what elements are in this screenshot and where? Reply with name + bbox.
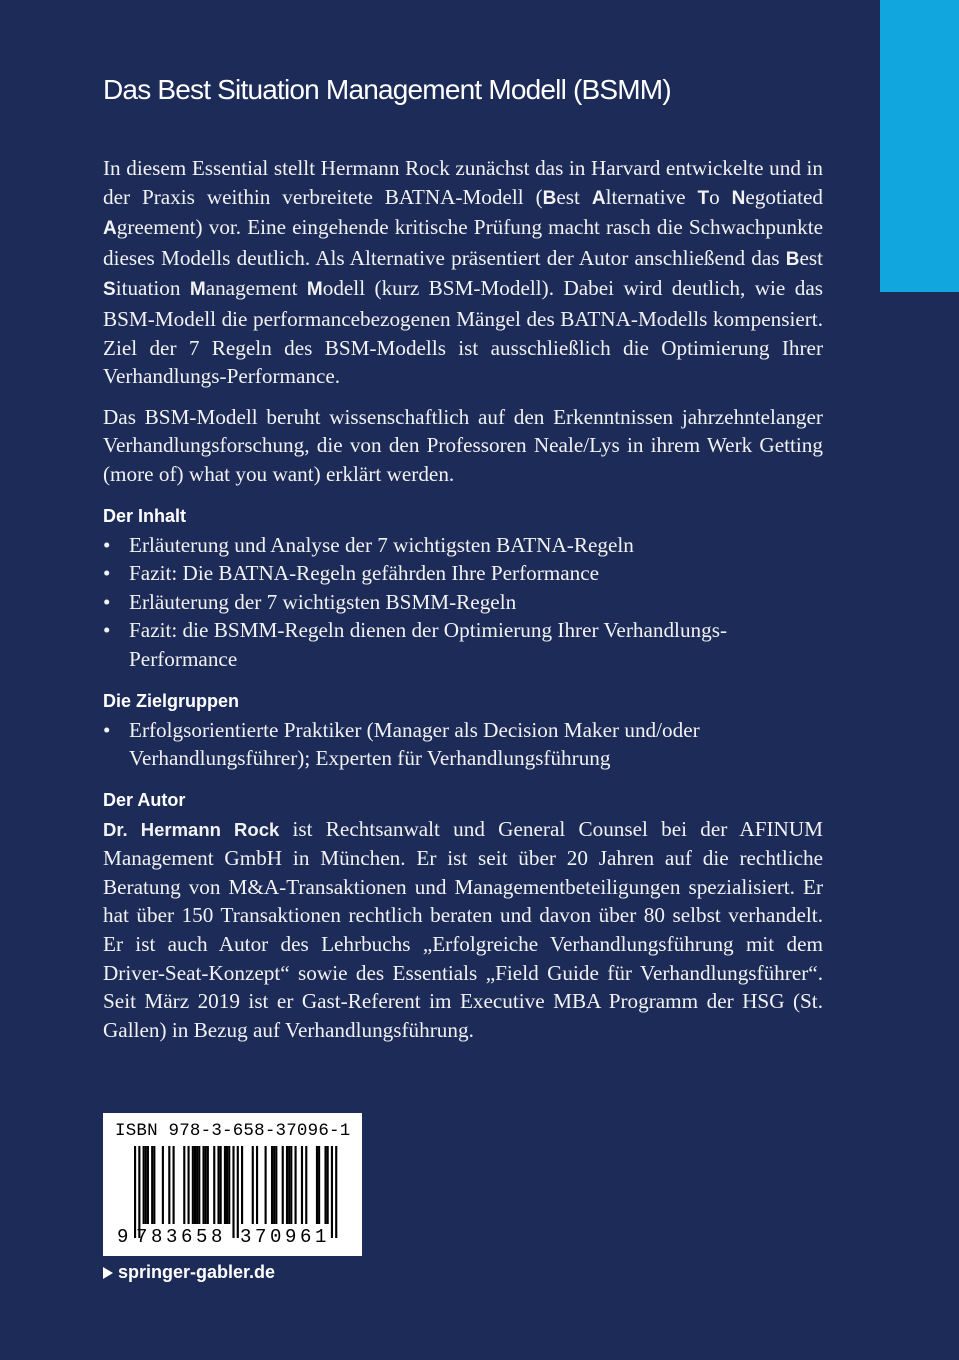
barcode-bar xyxy=(301,1146,303,1224)
barcode-bar xyxy=(196,1146,198,1224)
barcode-bar xyxy=(275,1146,277,1224)
ean-left-digits: 783658 xyxy=(136,1226,227,1248)
page-title: Das Best Situation Management Modell (BSMM) xyxy=(103,74,671,105)
barcode-bar xyxy=(198,1146,200,1224)
barcode-bar xyxy=(256,1146,258,1224)
barcode-bar xyxy=(151,1146,153,1224)
barcode-bar xyxy=(220,1146,222,1224)
section-heading-zielgruppen: Die Zielgruppen xyxy=(103,690,240,711)
barcode-bar xyxy=(153,1146,155,1224)
barcode-bar xyxy=(224,1146,226,1224)
barcode-bar xyxy=(282,1146,284,1224)
bullet-icon: • xyxy=(103,589,111,614)
barcode-guard-bar xyxy=(237,1146,239,1238)
barcode-bar xyxy=(207,1146,209,1224)
barcode-bar xyxy=(265,1146,267,1224)
barcode-bar xyxy=(241,1146,243,1224)
barcode-bar xyxy=(162,1146,164,1224)
barcode-bar xyxy=(217,1146,219,1224)
barcode-bar xyxy=(252,1146,254,1224)
barcode-bar xyxy=(316,1146,318,1224)
bullet-icon: • xyxy=(103,717,111,742)
website-text: springer-gabler.de xyxy=(118,1262,276,1282)
barcode-guard-bar xyxy=(138,1146,140,1238)
barcode-bar xyxy=(286,1146,288,1224)
barcode-bar xyxy=(288,1146,290,1224)
barcode-bar xyxy=(228,1146,230,1224)
barcode-bar xyxy=(327,1146,329,1224)
barcode-bar xyxy=(183,1146,185,1224)
publisher-website[interactable] xyxy=(103,1262,275,1283)
barcode-bar xyxy=(226,1146,228,1224)
barcode-bar xyxy=(168,1146,170,1224)
barcode-bar xyxy=(290,1146,292,1224)
intro-paragraph: In diesem Essential stellt Hermann Rock zunächst das in Harvard entwickelte und in der Praxis weithin verbreitete BATNA-Modell (Best Alternative To Negotiated Agreement) vor. Eine eingehende kritische Prüfung macht rasch die Schwachpunkte dieses Modells deutlich. Als Alternative präsentiert der Autor anschließend das Best Situation Management Modell (kurz BSM-Modell). Dabei wird deutlich, wie das BSM-Modell die performancebezogenen Mängel des BATNA-Modells kompensiert. Ziel der 7 Regeln des BSM-Modells ist ausschließlich die Optimierung Ihrer Verhandlungs-Performance. xyxy=(103,156,824,389)
ean-right-digits: 370961 xyxy=(240,1226,331,1248)
isbn-label: ISBN 978-3-658-37096-1 xyxy=(115,1121,351,1141)
barcode-bar xyxy=(213,1146,215,1224)
zielgruppen-list xyxy=(103,716,823,773)
barcode-bar xyxy=(188,1146,190,1224)
isbn-barcode xyxy=(103,1113,362,1256)
arrow-right-icon xyxy=(103,1267,113,1279)
barcode-bar xyxy=(147,1146,149,1224)
accent-strip xyxy=(880,0,959,292)
list-item: • Erfolgsorientierte Praktiker (Manager als Decision Maker und/oder Verhandlungsführer); Experten für Verhandlungsführung xyxy=(103,717,700,771)
barcode-guard-bar xyxy=(232,1146,234,1238)
list-item: • Erläuterung der 7 wichtigsten BSMM-Regeln xyxy=(103,588,823,617)
barcode-bar xyxy=(305,1146,307,1224)
back-cover-text xyxy=(103,70,823,1056)
list-item: • Fazit: Die BATNA-Regeln gefährden Ihre Performance xyxy=(103,559,823,588)
barcode-bar xyxy=(205,1146,207,1224)
list-item: • Fazit: die BSMM-Regeln dienen der Optimierung Ihrer Verhandlungs-Performance xyxy=(103,618,728,671)
barcode-bar xyxy=(318,1146,320,1224)
section-heading-autor: Der Autor xyxy=(103,789,186,810)
bullet-icon: • xyxy=(103,561,111,586)
barcode-bar xyxy=(271,1146,273,1224)
barcode-bar xyxy=(202,1146,204,1224)
barcode-bar xyxy=(194,1146,196,1224)
bullet-icon: • xyxy=(103,618,111,643)
barcode-guard-bar xyxy=(134,1146,136,1238)
barcode-bar xyxy=(145,1146,147,1224)
barcode-guard-bar xyxy=(331,1146,333,1238)
author-bio: Dr. Hermann Rock ist Rechtsanwalt und General Counsel bei der AFINUM Management GmbH in München. Er ist seit über 20 Jahren auf die rechtliche Beratung von M&A-Transaktionen und Managementbeteiligungen spezialisiert. Er hat über 150 Transaktionen rechtlich beraten und davon über 80 selbst verhandelt. Er ist auch Autor des Lehrbuchs „Erfolgreiche Verhandlungsführung mit dem Driver-Seat-Konzept“ sowie des Essentials „Field Guide für Verhandlungsführer“. Seit März 2019 ist er Gast-Referent im Executive MBA Programm der HSG (St. Gallen) in Bezug auf Verhandlungsführung. xyxy=(103,816,823,1042)
barcode-bar xyxy=(173,1146,175,1224)
inhalt-list xyxy=(103,531,823,674)
research-paragraph: Das BSM-Modell beruht wissenschaftlich auf den Erkenntnissen jahrzehntelanger Verhandlungsforschung, die von den Professoren Neale/Lys in ihrem Werk Getting (more of) what you want) erklärt werden. xyxy=(103,404,823,486)
barcode-guard-bar xyxy=(335,1146,337,1238)
section-heading-inhalt: Der Inhalt xyxy=(103,505,187,526)
barcode-bar xyxy=(273,1146,275,1224)
barcode-bar xyxy=(295,1146,297,1224)
author-name: Dr. Hermann Rock xyxy=(103,818,280,840)
barcode-bar xyxy=(143,1146,145,1224)
barcode-bar xyxy=(324,1146,326,1224)
list-item: • Erläuterung und Analyse der 7 wichtigsten BATNA-Regeln xyxy=(103,531,823,560)
ean-first-digit: 9 xyxy=(117,1226,129,1248)
bullet-icon: • xyxy=(103,532,111,557)
barcode-bar xyxy=(192,1146,194,1224)
